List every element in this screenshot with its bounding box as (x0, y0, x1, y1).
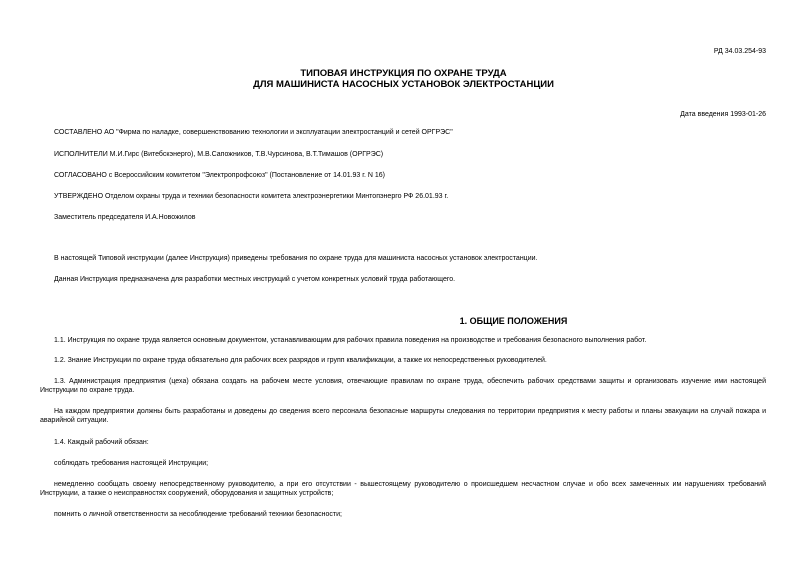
document-title-line-1: ТИПОВАЯ ИНСТРУКЦИЯ ПО ОХРАНЕ ТРУДА (300, 68, 507, 79)
section-heading: 1. ОБЩИЕ ПОЛОЖЕНИЯ (459, 316, 568, 326)
agreed-with: СОГЛАСОВАНО с Всероссийским комитетом "Электропрофсоюз" (Постановление от 14.01.93 г. N 16) (54, 172, 385, 179)
section-paragraph: соблюдать требования настоящей Инструкции; (54, 460, 209, 467)
section-paragraph: немедленно сообщать своему непосредственному руководителю, а при его отсутствии - вышестоящему руководителю о происшедшем несчастном случае и обо всех замеченных им нарушениях требований Инструкции, а также о неисправностях сооружений, оборудования и защитных устройств; (40, 481, 766, 497)
executors: ИСПОЛНИТЕЛИ М.И.Гирс (Витебскэнерго), М.В.Сапожников, Т.В.Чурсинова, В.Т.Тимашов (ОРГРЭС) (54, 151, 384, 158)
section-paragraph: 1.2. Знание Инструкции по охране труда обязательно для рабочих всех разрядов и групп квалификации, а также их непосредственных руководителей. (54, 357, 547, 364)
preamble-paragraph: Данная Инструкция предназначена для разработки местных инструкций с учетом конкретных условий труда работающего. (54, 276, 456, 283)
composed-by: СОСТАВЛЕНО АО "Фирма по наладке, совершенствованию технологии и эксплуатации электростанций и сетей ОРГРЭС" (54, 129, 453, 136)
preamble-paragraph: В настоящей Типовой инструкции (далее Инструкция) приведены требования по охране труда для машиниста насосных установок электростанции. (54, 255, 538, 262)
section-paragraph: 1.1. Инструкция по охране труда является основным документом, устанавливающим для рабочих правила поведения на производстве и требования безопасного выполнения работ. (54, 337, 647, 344)
section-paragraph: помнить о личной ответственности за несоблюдение требований техники безопасности; (54, 511, 342, 518)
section-paragraph: На каждом предприятии должны быть разработаны и доведены до сведения всего персонала безопасные маршруты следования по территории предприятия к месту работы и планы эвакуации на случай пожара и аварийной ситуации. (40, 408, 766, 424)
document-code: РД 34.03.254-93 (713, 48, 766, 55)
section-paragraph: 1.4. Каждый рабочий обязан: (54, 439, 149, 446)
deputy-chairman: Заместитель председателя И.А.Новожилов (54, 214, 196, 221)
introduction-date: Дата введения 1993-01-26 (680, 111, 766, 118)
section-paragraph: 1.3. Администрация предприятия (цеха) обязана создать на рабочем месте условия, отвечающие правилам по охране труда, обеспечить рабочих средствами защиты и организовать изучение ими настоящей Инструкции по охране труда. (40, 378, 766, 394)
document-title-line-2: ДЛЯ МАШИНИСТА НАСОСНЫХ УСТАНОВОК ЭЛЕКТРОСТАНЦИИ (253, 79, 554, 90)
approved-by: УТВЕРЖДЕНО Отделом охраны труда и техники безопасности комитета электроэнергетики Минтопэнерго РФ 26.01.93 г. (54, 193, 449, 200)
